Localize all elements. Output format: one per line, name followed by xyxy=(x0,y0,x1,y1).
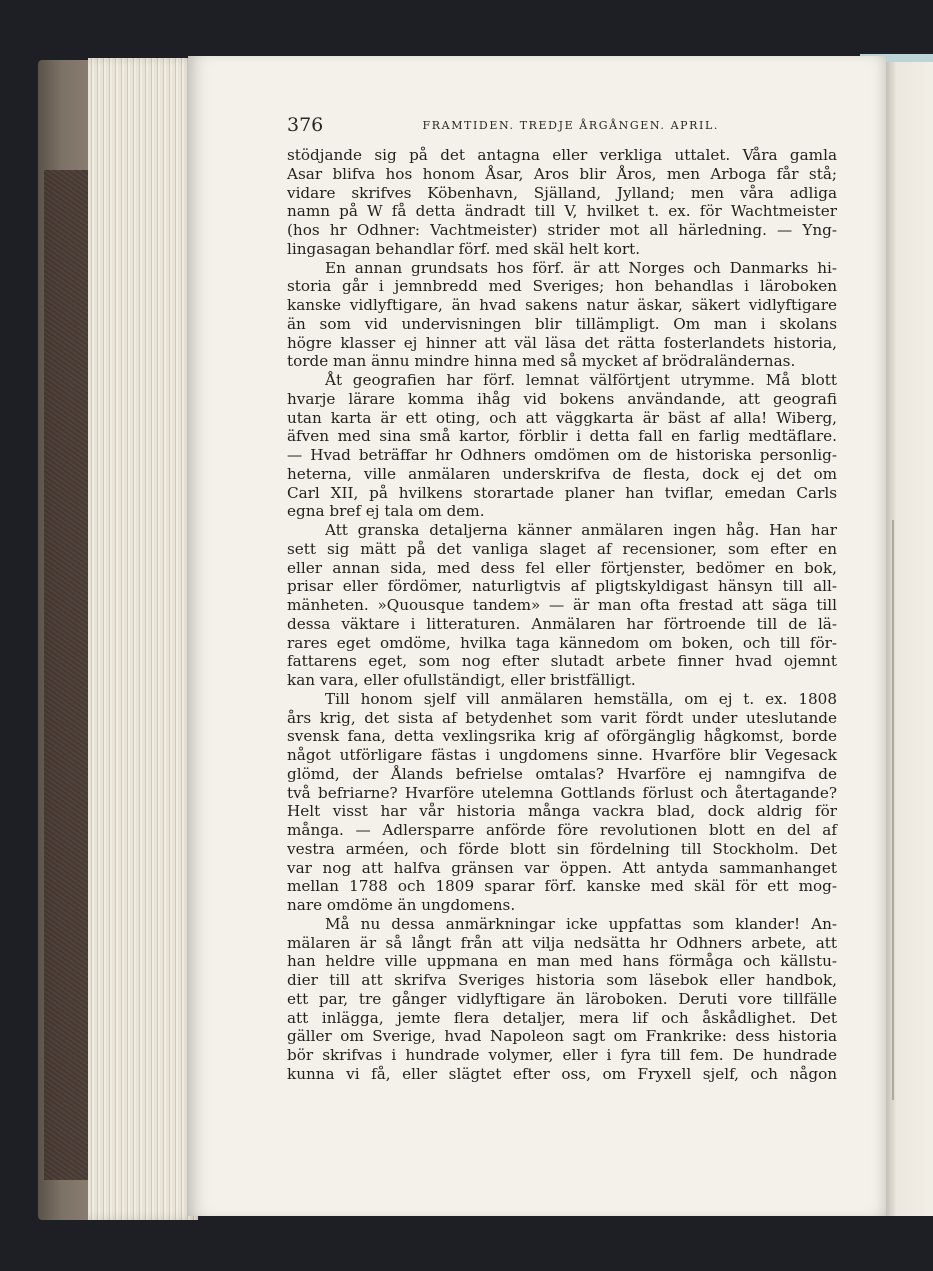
text-line: gäller om Sverige, hvad Napoleon sagt om Frankrike: dess historia xyxy=(287,1027,837,1046)
text-line: fattarens eget, som nog efter slutadt arbete finner hvad ojemnt xyxy=(287,652,837,671)
text-line: storia går i jemnbredd med Sveriges; hon behandlas i läroboken xyxy=(287,277,837,296)
text-line: dier till att skrifva Sveriges historia som läsebok eller handbok, xyxy=(287,971,837,989)
cover-marbling xyxy=(44,170,90,1180)
text-line: mellan 1788 och 1809 sparar förf. kanske med skäl för ett mog- xyxy=(287,877,837,896)
text-line: nare omdöme än ungdomens. xyxy=(287,896,516,914)
page-number: 376 xyxy=(287,114,324,136)
text-line: heterna, ville anmälaren underskrifva de flesta, dock ej det om xyxy=(287,464,837,483)
text-line: Till honom sjelf vill anmälaren hemställa, om ej t. ex. 1808 xyxy=(325,689,837,708)
body-text xyxy=(287,146,837,1084)
text-line: eller annan sida, med dess fel eller förtjenster, bedömer en bok, xyxy=(287,558,837,577)
text-line: rares eget omdöme, hvilka taga kännedom om boken, och till för- xyxy=(287,633,837,652)
text-line: han heldre ville uppmana en man med hans förmåga och källstu- xyxy=(287,952,837,971)
text-line: än som vid undervisningen blir tillämpligt. Om man i skolans xyxy=(287,314,837,333)
text-line: vestra arméen, och förde blott sin fördelning till Stockholm. Det xyxy=(287,839,837,858)
text-line: mänheten. »Quousque tandem» — är man ofta frestad att säga till xyxy=(287,596,837,614)
page-header xyxy=(287,114,719,138)
text-line: Carl XII, på hvilkens storartade planer han tviflar, emedan Carls xyxy=(287,483,837,502)
text-line: äfven med sina små kartor, förblir i detta fall en farlig medtäflare. xyxy=(287,427,837,446)
text-line: kanske vidlyftigare, än hvad sakens natur äskar, säkert vidlyftigare xyxy=(287,296,837,314)
text-line: var nog att halfva gränsen var öppen. Att antyda sammanhanget xyxy=(287,858,837,877)
text-line: Helt visst har vår historia många vackra blad, dock aldrig för xyxy=(287,802,837,821)
text-line: — Hvad beträffar hr Odhners omdömen om de historiska personlig- xyxy=(287,446,837,464)
text-line: kan vara, eller ofullständigt, eller bristfälligt. xyxy=(287,671,636,689)
text-line: att inlägga, jemte flera detaljer, mera lif och åskådlighet. Det xyxy=(287,1008,837,1027)
text-line: En annan grundsats hos förf. är att Norges och Danmarks hi- xyxy=(325,258,837,277)
text-line: glömd, der Ålands befrielse omtalas? Hvarföre ej namngifva de xyxy=(287,764,837,783)
text-line: något utförligare fästas i ungdomens sinne. Hvarföre blir Vegesack xyxy=(287,746,837,764)
text-line: Asar blifva hos honom Åsar, Aros blir Åros, men Arboga får stå; xyxy=(287,164,837,183)
text-line: ett par, tre gånger vidlyftigare än läroboken. Deruti vore tillfälle xyxy=(287,989,837,1008)
text-line: många. — Adlersparre anförde före revolutionen blott en del af xyxy=(287,821,837,839)
text-line: hvarje lärare komma ihåg vid bokens användande, att geografi xyxy=(287,389,837,408)
text-line: prisar eller fördömer, naturligtvis af pligtskyldigast hänsyn till all- xyxy=(287,577,837,596)
text-line: högre klasser ej hinner att väl läsa det rätta fosterlandets historia, xyxy=(287,333,837,352)
text-line: års krig, det sista af betydenhet som varit fördt under uteslutande xyxy=(287,708,837,727)
text-line: kunna vi få, eller slägtet efter oss, om Fryxell sjelf, och någon xyxy=(287,1064,837,1083)
text-line: vidare skrifves Köbenhavn, Själland, Jylland; men våra adliga xyxy=(287,183,837,202)
page-edges xyxy=(88,58,198,1220)
running-head: FRAMTIDEN. TREDJE ÅRGÅNGEN. APRIL. xyxy=(422,119,719,132)
text-line: bör skrifvas i hundrade volymer, eller i fyra till fem. De hundrade xyxy=(287,1046,837,1064)
text-line: namn på W få detta ändradt till V, hvilket t. ex. för Wachtmeister xyxy=(287,202,837,221)
text-line: utan karta är ett oting, och att väggkarta är bäst af alla! Wiberg, xyxy=(287,408,837,427)
text-line: två befriarne? Hvarföre utelemna Gottlands förlust och återtagande? xyxy=(287,783,837,802)
text-line: mälaren är så långt från att vilja nedsätta hr Odhners arbete, att xyxy=(287,933,837,952)
text-line: sett sig mätt på det vanliga slaget af recensioner, som efter en xyxy=(287,539,837,558)
text-line: (hos hr Odhner: Vachtmeister) strider mot all härledning. — Yng- xyxy=(287,221,837,239)
facing-page-shadow-line xyxy=(892,520,894,1100)
text-line: dessa väktare i litteraturen. Anmälaren har förtroende till de lä- xyxy=(287,614,837,633)
text-line: svensk fana, detta vexlingsrika krig af oförgänglig hågkomst, borde xyxy=(287,727,837,746)
text-line: Att granska detaljerna känner anmälaren ingen håg. Han har xyxy=(325,521,837,539)
text-line: stödjande sig på det antagna eller verkliga uttalet. Våra gamla xyxy=(287,146,837,164)
text-line: torde man ännu mindre hinna med så mycket af brödraländernas. xyxy=(287,352,796,371)
text-line: Åt geografien har förf. lemnat välförtjent utrymme. Må blott xyxy=(325,371,837,389)
text-line: lingasagan behandlar förf. med skäl helt kort. xyxy=(287,239,641,258)
text-line: egna bref ej tala om dem. xyxy=(287,502,485,521)
text-line: Må nu dessa anmärkningar icke uppfattas som klander! An- xyxy=(325,914,837,933)
